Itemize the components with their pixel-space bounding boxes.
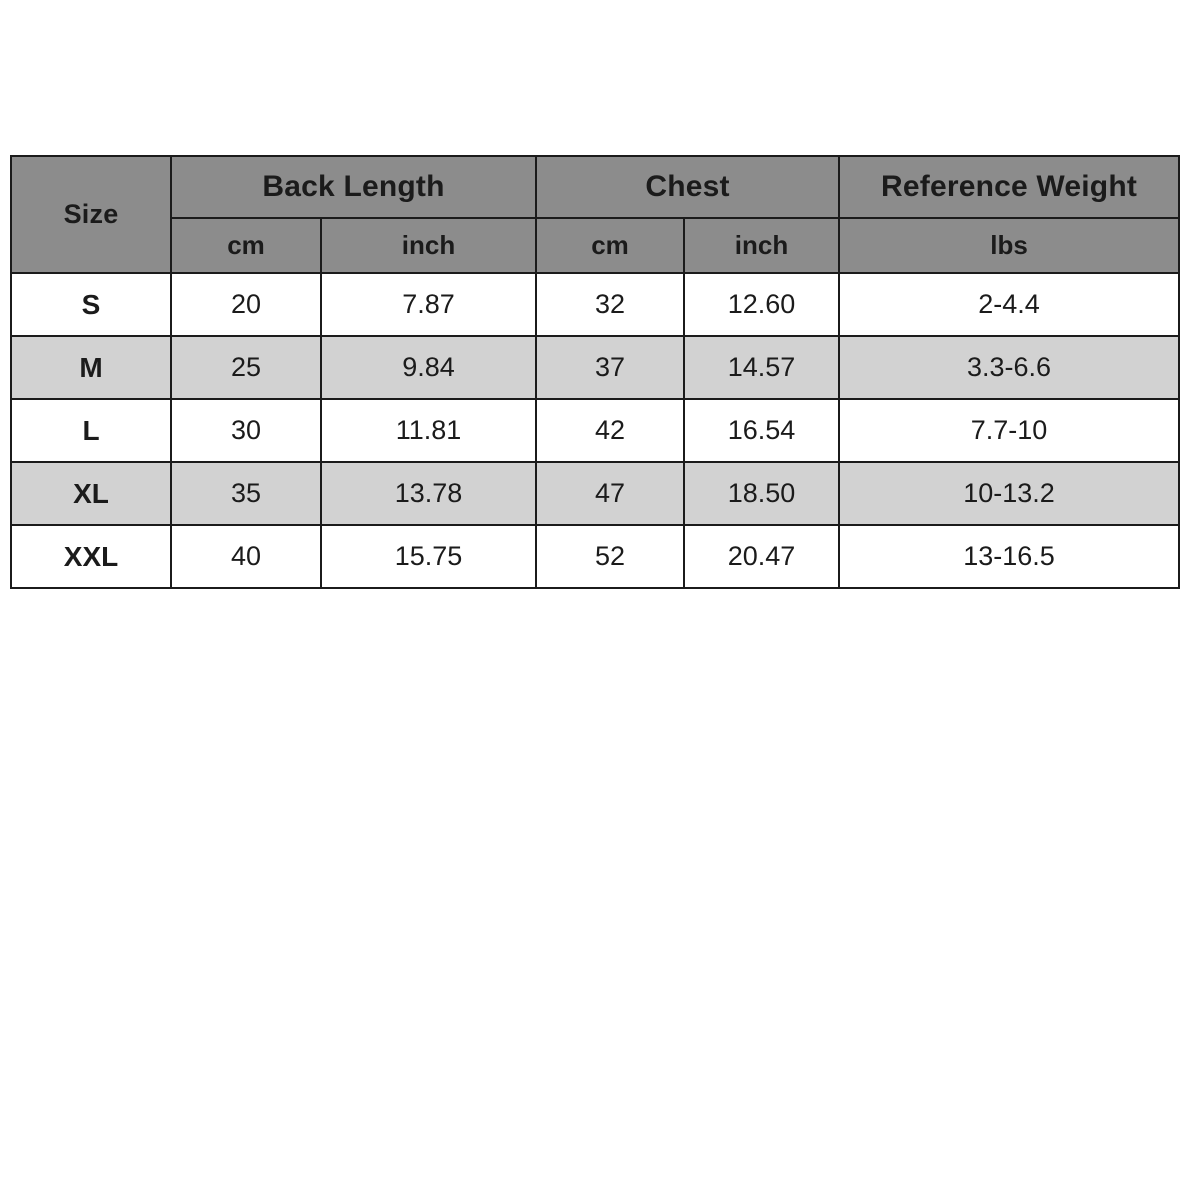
cell-reference-weight: 13-16.5 (839, 525, 1179, 588)
cell-size: XXL (11, 525, 171, 588)
cell-size: XL (11, 462, 171, 525)
header-back-length-cm: cm (171, 218, 321, 273)
header-back-length-inch: inch (321, 218, 536, 273)
header-reference-weight-lbs: lbs (839, 218, 1179, 273)
cell-size: M (11, 336, 171, 399)
cell-chest-inch: 20.47 (684, 525, 839, 588)
cell-chest-inch: 16.54 (684, 399, 839, 462)
cell-back-length-cm: 20 (171, 273, 321, 336)
header-reference-weight: Reference Weight (839, 156, 1179, 218)
cell-back-length-cm: 30 (171, 399, 321, 462)
cell-back-length-cm: 25 (171, 336, 321, 399)
cell-chest-cm: 32 (536, 273, 684, 336)
cell-reference-weight: 10-13.2 (839, 462, 1179, 525)
table-row (11, 336, 1179, 399)
cell-chest-cm: 47 (536, 462, 684, 525)
cell-back-length-cm: 40 (171, 525, 321, 588)
table-header-group-row (11, 156, 1179, 218)
table-header-unit-row (11, 218, 1179, 273)
cell-back-length-inch: 7.87 (321, 273, 536, 336)
cell-back-length-inch: 9.84 (321, 336, 536, 399)
cell-back-length-cm: 35 (171, 462, 321, 525)
cell-back-length-inch: 15.75 (321, 525, 536, 588)
size-chart-container (10, 155, 1178, 589)
table-body (11, 273, 1179, 588)
cell-chest-inch: 18.50 (684, 462, 839, 525)
header-chest: Chest (536, 156, 839, 218)
cell-chest-cm: 42 (536, 399, 684, 462)
cell-back-length-inch: 13.78 (321, 462, 536, 525)
cell-reference-weight: 2-4.4 (839, 273, 1179, 336)
cell-chest-cm: 37 (536, 336, 684, 399)
table-row (11, 399, 1179, 462)
cell-chest-inch: 12.60 (684, 273, 839, 336)
table-row (11, 462, 1179, 525)
table-row (11, 525, 1179, 588)
cell-reference-weight: 3.3-6.6 (839, 336, 1179, 399)
size-chart-table (10, 155, 1180, 589)
cell-back-length-inch: 11.81 (321, 399, 536, 462)
header-size: Size (11, 156, 171, 273)
cell-reference-weight: 7.7-10 (839, 399, 1179, 462)
header-chest-cm: cm (536, 218, 684, 273)
header-chest-inch: inch (684, 218, 839, 273)
table-row (11, 273, 1179, 336)
cell-chest-cm: 52 (536, 525, 684, 588)
cell-size: S (11, 273, 171, 336)
header-back-length: Back Length (171, 156, 536, 218)
cell-size: L (11, 399, 171, 462)
table-header (11, 156, 1179, 273)
cell-chest-inch: 14.57 (684, 336, 839, 399)
